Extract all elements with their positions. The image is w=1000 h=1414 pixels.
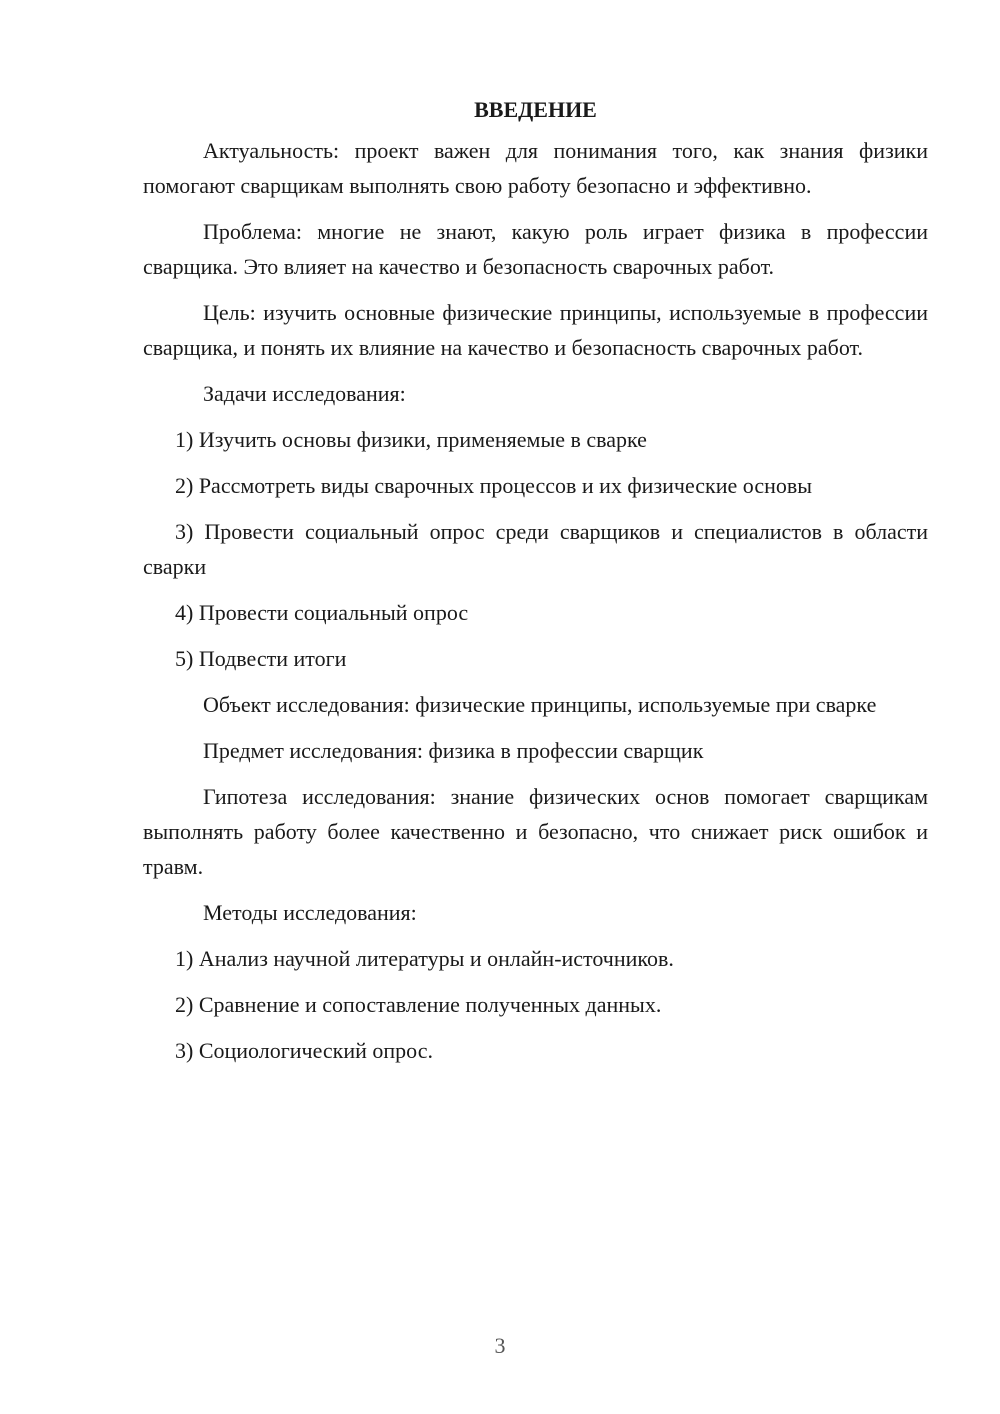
task-item: 4) Провести социальный опрос	[175, 600, 469, 625]
method-item: 2) Сравнение и сопоставление полученных данных.	[175, 992, 662, 1017]
methods-heading: Методы исследования:	[203, 900, 417, 925]
object-paragraph: Объект исследования: физические принципы, используемые при сварке	[203, 692, 877, 717]
section-title: ВВЕДЕНИЕ	[474, 97, 597, 122]
tasks-heading: Задачи исследования:	[203, 381, 406, 406]
subject-paragraph: Предмет исследования: физика в профессии сварщик	[203, 738, 704, 763]
page-number: 3	[494, 1333, 506, 1358]
method-item: 1) Анализ научной литературы и онлайн-источников.	[175, 946, 674, 971]
goal-paragraph: Цель: изучить основные физические принципы, используемые в профессии сварщика, и понять их влияние на качество и безопасность сварочных работ.	[143, 300, 928, 360]
method-item: 3) Социологический опрос.	[175, 1038, 433, 1063]
hypothesis-paragraph: Гипотеза исследования: знание физических основ помогает сварщикам выполнять работу более качественно и безопасно, что снижает риск ошибок и травм.	[143, 784, 928, 879]
task-item: 5) Подвести итоги	[175, 646, 347, 671]
problem-paragraph: Проблема: многие не знают, какую роль играет физика в профессии сварщика. Это влияет на качество и безопасность сварочных работ.	[143, 219, 928, 279]
task-item: 1) Изучить основы физики, применяемые в сварке	[175, 427, 647, 452]
document-page	[143, 92, 928, 1079]
task-item: 2) Рассмотреть виды сварочных процессов и их физические основы	[175, 473, 813, 498]
task-item: 3) Провести социальный опрос среди сварщиков и специалистов в области сварки	[143, 519, 928, 579]
relevance-paragraph: Актуальность: проект важен для понимания того, как знания физики помогают сварщикам выполнять свою работу безопасно и эффективно.	[143, 138, 928, 198]
